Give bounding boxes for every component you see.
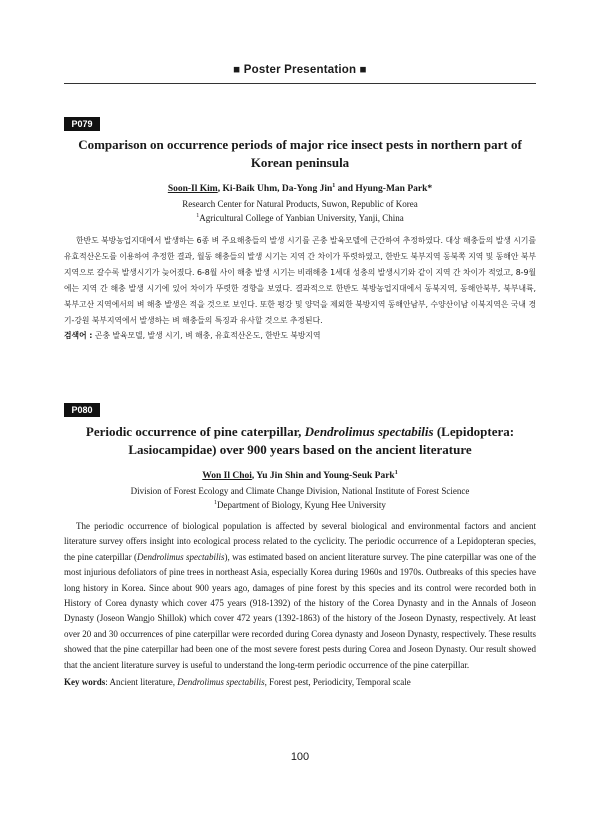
affiliation-1: Research Center for Natural Products, Suwon, Republic of Korea	[182, 199, 418, 210]
keywords-species: Dendrolimus spectabilis	[177, 677, 265, 688]
last-author: and Hyung-Man Park*	[335, 184, 433, 195]
abstract-species: Dendrolimus spectabilis	[137, 551, 225, 562]
author-list	[64, 470, 536, 481]
section-header: ■ Poster Presentation ■	[233, 64, 367, 76]
title-part-b: (Lepidoptera: Lasiocampidae) over 900 years based on the ancient literature	[128, 424, 515, 457]
author-block-p080	[64, 470, 536, 511]
co-authors: , Ki-Baik Uhm, Da-Yong Jin	[217, 184, 333, 195]
header-rule	[64, 83, 536, 84]
title-species: Dendrolimus spectabilis	[304, 424, 434, 439]
presenting-author: Won Il Choi	[202, 471, 252, 482]
page-number: 100	[290, 751, 310, 763]
affiliation-mark: 1	[196, 213, 200, 220]
abstract-tag-p080: P080	[64, 403, 100, 417]
title-part-a: Periodic occurrence of pine caterpillar,	[85, 424, 305, 439]
abstract-body-p080	[64, 519, 536, 690]
abstract-text-b: ), was estimated based on ancient literature survey. The pine caterpillar was one of the most injurious defoliators of pine trees in northeast Asia, especially Korea during 1960s and 1970s. Outbreaks of this species have long history in Korea. Since about 900 years ago, damages of pine forest by this species and its control were recorded both in History of Corea dynasty which cover 475 years (918-1392) of the history of the Corea Dynasty and in the Annals of Joseon Dynasty (Joseon Wangjo Shillok) which cover 472 years (1392-1863) of the history of the Joseon Dynasty, respectively. At least over 20 and 30 occurrences of pine caterpillar were recorded during Corea dynasty and Joseon Dynasty, respectively. These results showed that the pine caterpillar had been one of the most severe forest pests during Corea and Joseon Dynasty. Our result showed that the ancient literature survey is useful to understand the long-term periodic occurrence of the pine caterpillar.	[64, 551, 536, 670]
keywords-a: : Ancient literature,	[105, 677, 178, 688]
affiliation-mark: 1	[332, 183, 336, 189]
author-list	[64, 183, 536, 194]
keywords-line	[64, 328, 536, 344]
abstract-text-a: The periodic occurrence of biological population is affected by several biological and environmental factors and ancient literature survey offers insight into ecological process related to the cyclicity. The periodic occurrence of a Lepidopteran species, the pine caterpillar (	[64, 521, 536, 562]
affiliation-2	[64, 210, 536, 224]
abstract-tag-p079: P079	[64, 117, 100, 131]
keywords-line	[64, 675, 536, 690]
abstract-body-p079	[64, 233, 536, 344]
keywords-b: , Forest pest, Periodicity, Temporal scale	[264, 677, 411, 688]
affiliation-2-text: Agricultural College of Yanbian University, Yanji, China	[199, 213, 404, 224]
keywords-label: 검색어 :	[64, 331, 93, 341]
affiliation-1: Division of Forest Ecology and Climate Change Division, National Institute of Forest Science	[130, 486, 470, 497]
affiliation-2-text: Department of Biology, Kyung Hee University	[217, 500, 386, 511]
keywords: 곤충 발육모델, 발생 시기, 벼 해충, 유효적산온도, 한반도 북방지역	[92, 331, 321, 341]
presenting-author: Soon-Il Kim	[167, 184, 218, 195]
affiliation-2	[64, 497, 536, 511]
abstract-title-p079: Comparison on occurrence periods of major rice insect pests in northern part of Korean peninsula	[78, 137, 522, 170]
abstract-text: 한반도 북방농업지대에서 발생하는 6종 벼 주요해충들의 발생 시기를 곤충 발육모델에 근간하여 추정하였다. 대상 해충들의 발생 시기를 유효적산온도를 이용하여 추정한 결과, 월동 해충들의 발생 시기는 지역 간 차이가 뚜렷하였고, 한반도 북부지역 동북쪽 지역 및 동해안 북부 지역으로 갈수록 발생시기가 늦어졌다. 6-8월 사이 해충 발생 시기는 비래해충 1세대 성충의 발생시기와 같이 지역 간 차이가 적었고, 8-9월에는 지역 간 해충 발생 시기에 있어 차이가 뚜렷한 경향을 보였다. 결과적으로 한반도 북방농업지대에서 동북지역, 동해안북부, 북부내륙, 북부고산 지역에서의 벼 해충 발생은 적을 것으로 보인다. 또한 평강 및 양덕을 제외한 북방지역 동해안남부, 수양산이남 이북지역은 국내 경기-강원 북부지역에서 발생하는 벼 해충들의 특징과 유사할 것으로 추정된다.	[64, 236, 536, 325]
abstract-title-p080	[64, 423, 536, 459]
co-authors: , Yu Jin Shin and Young-Seuk Park	[251, 471, 395, 482]
affiliation-mark: 1	[394, 470, 398, 476]
author-block-p079	[64, 183, 536, 224]
keywords-label: Key words	[64, 677, 106, 688]
affiliation-mark: 1	[214, 500, 218, 507]
